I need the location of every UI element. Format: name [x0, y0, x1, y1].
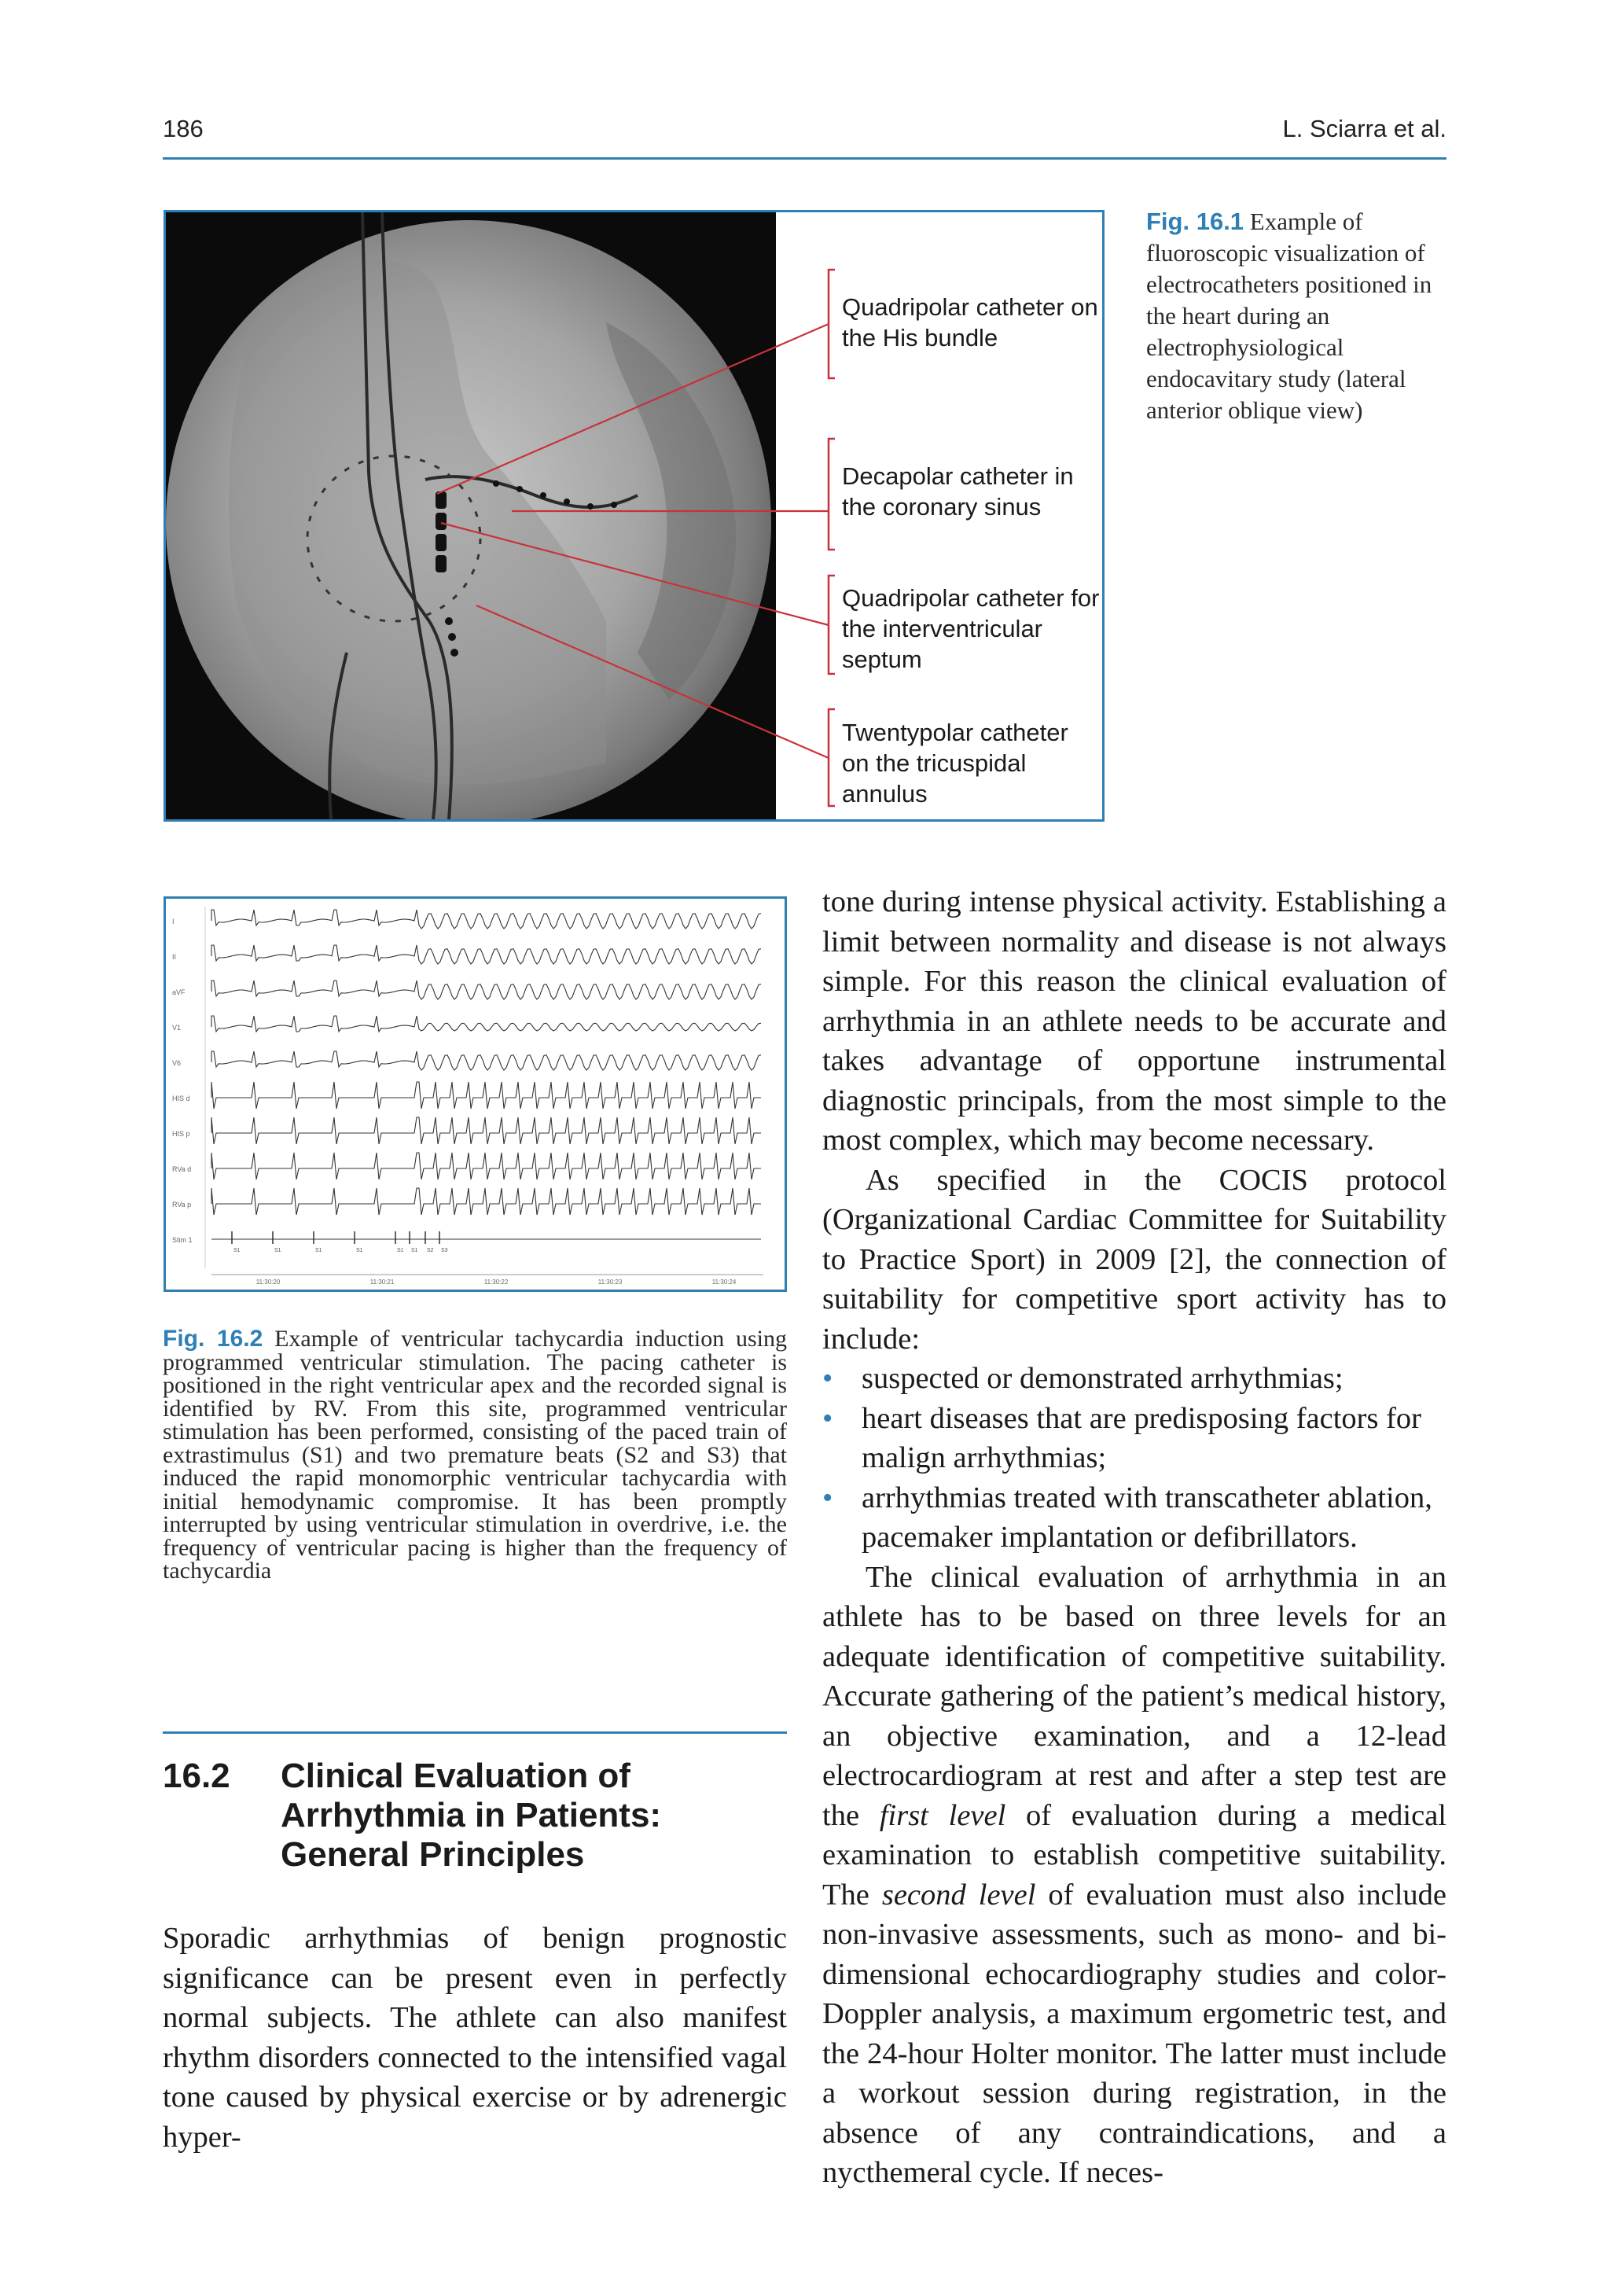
- ecg-time-label: 11:30:23: [597, 1279, 623, 1286]
- label-coronary-sinus-catheter: Decapolar catheter in the coronary sinus: [842, 462, 1074, 521]
- body-paragraph-3: [822, 1558, 1446, 2193]
- ecg-time-label: 11:30:22: [483, 1279, 509, 1286]
- left-body-paragraph: Sporadic arrhythmias of benign prognostic significance can be present even in perfectly normal subjects. The athlete can also manifest rhythm disorders connected to the intensified vagal tone caused by physical exercise or by adrenergic hyper-: [163, 1922, 787, 2154]
- figure-16-1-number: Fig. 16.1: [1146, 208, 1244, 235]
- ecg-lead-label: RVa d: [172, 1165, 192, 1173]
- ecg-tracing: [166, 899, 785, 1290]
- ecg-trace-1: [211, 945, 761, 964]
- bullet-icon: •: [822, 1481, 833, 1514]
- stim-marker-label: S1: [397, 1248, 404, 1253]
- ecg-trace-2: [211, 981, 761, 999]
- ecg-lead-label: V6: [172, 1059, 182, 1067]
- bullet-icon: •: [822, 1401, 833, 1435]
- stim-marker-label: S3: [441, 1248, 448, 1253]
- ecg-trace-8: [211, 1188, 761, 1215]
- stim-marker-label: S1: [274, 1248, 281, 1253]
- p3-part-a: The clinical evaluation of arrhythmia in an athlete has to be based on three levels for an adequate identification of competitive suitability. Accurate gathering of the patient’s medical history, an objective examination, and a 12-lead electrocardiogram at rest and after a step test are the: [822, 1560, 1446, 1832]
- ecg-lead-label: HIS p: [172, 1130, 190, 1138]
- ecg-lead-label: aVF: [172, 988, 186, 996]
- running-head: [163, 115, 1446, 146]
- ecg-trace-0: [211, 910, 761, 929]
- ecg-trace-7: [211, 1153, 761, 1179]
- ecg-time-label: 11:30:20: [255, 1279, 281, 1286]
- section-title: Clinical Evaluation of Arrhythmia in Patients: General Principles: [281, 1757, 662, 1874]
- right-column: [822, 882, 1446, 2193]
- ecg-lead-label: II: [172, 953, 177, 961]
- section-rule: [163, 1731, 787, 1734]
- p3-part-c: of evaluation must also include non-invasive assessments, such as mono- and bi-dimensional echocardiography studies and color-Doppler analysis, a maximum ergometric test, and the 24-hour Holter monitor. The latter must include a workout session during registration, in the absence of any contraindications, and a nycthemeral cycle. If neces-: [822, 1878, 1447, 2189]
- second-level-emphasis: second level: [881, 1878, 1036, 1911]
- label-tricuspid-catheter: Twentypolar catheter on the tricuspidal annulus: [842, 719, 1068, 808]
- bullet-text: suspected or demonstrated arrhythmias;: [862, 1362, 1344, 1395]
- figure-16-1-caption: [1146, 206, 1446, 426]
- body-paragraph-1: tone during intense physical activity. Establishing a limit between normality and disease is not always simple. For this reason the clinical evaluation of arrhythmia in an athlete needs to be accurate and takes advantage of opportune instrumental diagnostic principals, from the most simple to the most complex, which may become necessary.: [822, 885, 1446, 1157]
- bullet-text: heart diseases that are predisposing factors for malign arrhythmias;: [862, 1401, 1421, 1474]
- bullet-item: [822, 1478, 1446, 1558]
- stim-marker-label: S1: [233, 1248, 241, 1253]
- ecg-time-label: 11:30:21: [369, 1279, 395, 1286]
- ecg-lead-label: RVa p: [172, 1201, 192, 1209]
- first-level-emphasis: first level: [879, 1798, 1006, 1832]
- running-head-authors: L. Sciarra et al.: [1282, 115, 1446, 142]
- ecg-lead-label: V1: [172, 1024, 182, 1032]
- ecg-trace-4: [211, 1051, 761, 1070]
- section-number: 16.2: [163, 1757, 230, 1795]
- figure-16-1: [164, 210, 1105, 822]
- figure-16-2: [164, 896, 787, 1292]
- label-his-bundle-catheter: Quadripolar catheter on the His bundle: [842, 293, 1098, 351]
- p3-part-b: of evaluation during a medical examination to establish competitive suitability. The: [822, 1798, 1446, 1911]
- bullet-list: [822, 1359, 1446, 1558]
- ecg-trace-5: [211, 1082, 761, 1109]
- bullet-item: [822, 1399, 1446, 1478]
- header-rule: [163, 157, 1446, 160]
- ecg-lead-label: Stim 1: [172, 1236, 193, 1244]
- figure-16-2-number: Fig. 16.2: [163, 1326, 263, 1352]
- bullet-item: [822, 1359, 1446, 1399]
- figure-16-2-caption-text: Example of ventricular tachycardia induction using programmed ventricular stimulation. The pacing catheter is positioned in the right ventricular apex and the recorded signal is identified by RV. From this site, programmed ventricular stimulation has been performed, consisting of the paced train of extrastimulus (S1) and two premature beats (S2 and S3) that induced the rapid monomorphic ventricular tachycardia with initial hemodynamic compromise. It has been promptly interrupted by using ventricular stimulation in overdrive, i.e. the frequency of ventricular pacing is higher than the frequency of tachycardia: [163, 1326, 787, 1584]
- bullet-text: arrhythmias treated with transcatheter ablation, pacemaker implantation or defibrillators.: [862, 1481, 1432, 1554]
- stim-marker-label: S2: [427, 1248, 434, 1253]
- figure-16-2-caption: [163, 1327, 787, 1583]
- body-paragraph-2: As specified in the COCIS protocol (Organizational Cardiac Committee for Suitability to Practice Sport) in 2009 [2], the connection of suitability for competitive sport activity has to include:: [822, 1163, 1446, 1356]
- page-number: 186: [163, 115, 204, 142]
- ecg-lead-label: HIS d: [172, 1095, 190, 1102]
- ecg-trace-3: [211, 1016, 761, 1032]
- ecg-time-label: 11:30:24: [711, 1279, 737, 1286]
- figure-16-1-caption-text: Example of fluoroscopic visualization of electrocatheters positioned in the heart during an electrophysiological endocavitary study (lateral anterior oblique view): [1146, 208, 1432, 424]
- label-septum-catheter: Quadripolar catheter for the interventricular septum: [842, 584, 1100, 673]
- bullet-icon: •: [822, 1362, 833, 1395]
- stim-marker-label: S1: [315, 1248, 322, 1253]
- stim-marker-label: S1: [356, 1248, 363, 1253]
- stim-marker-label: S1: [411, 1248, 418, 1253]
- ecg-trace-6: [211, 1117, 761, 1144]
- ecg-lead-label: I: [172, 918, 175, 925]
